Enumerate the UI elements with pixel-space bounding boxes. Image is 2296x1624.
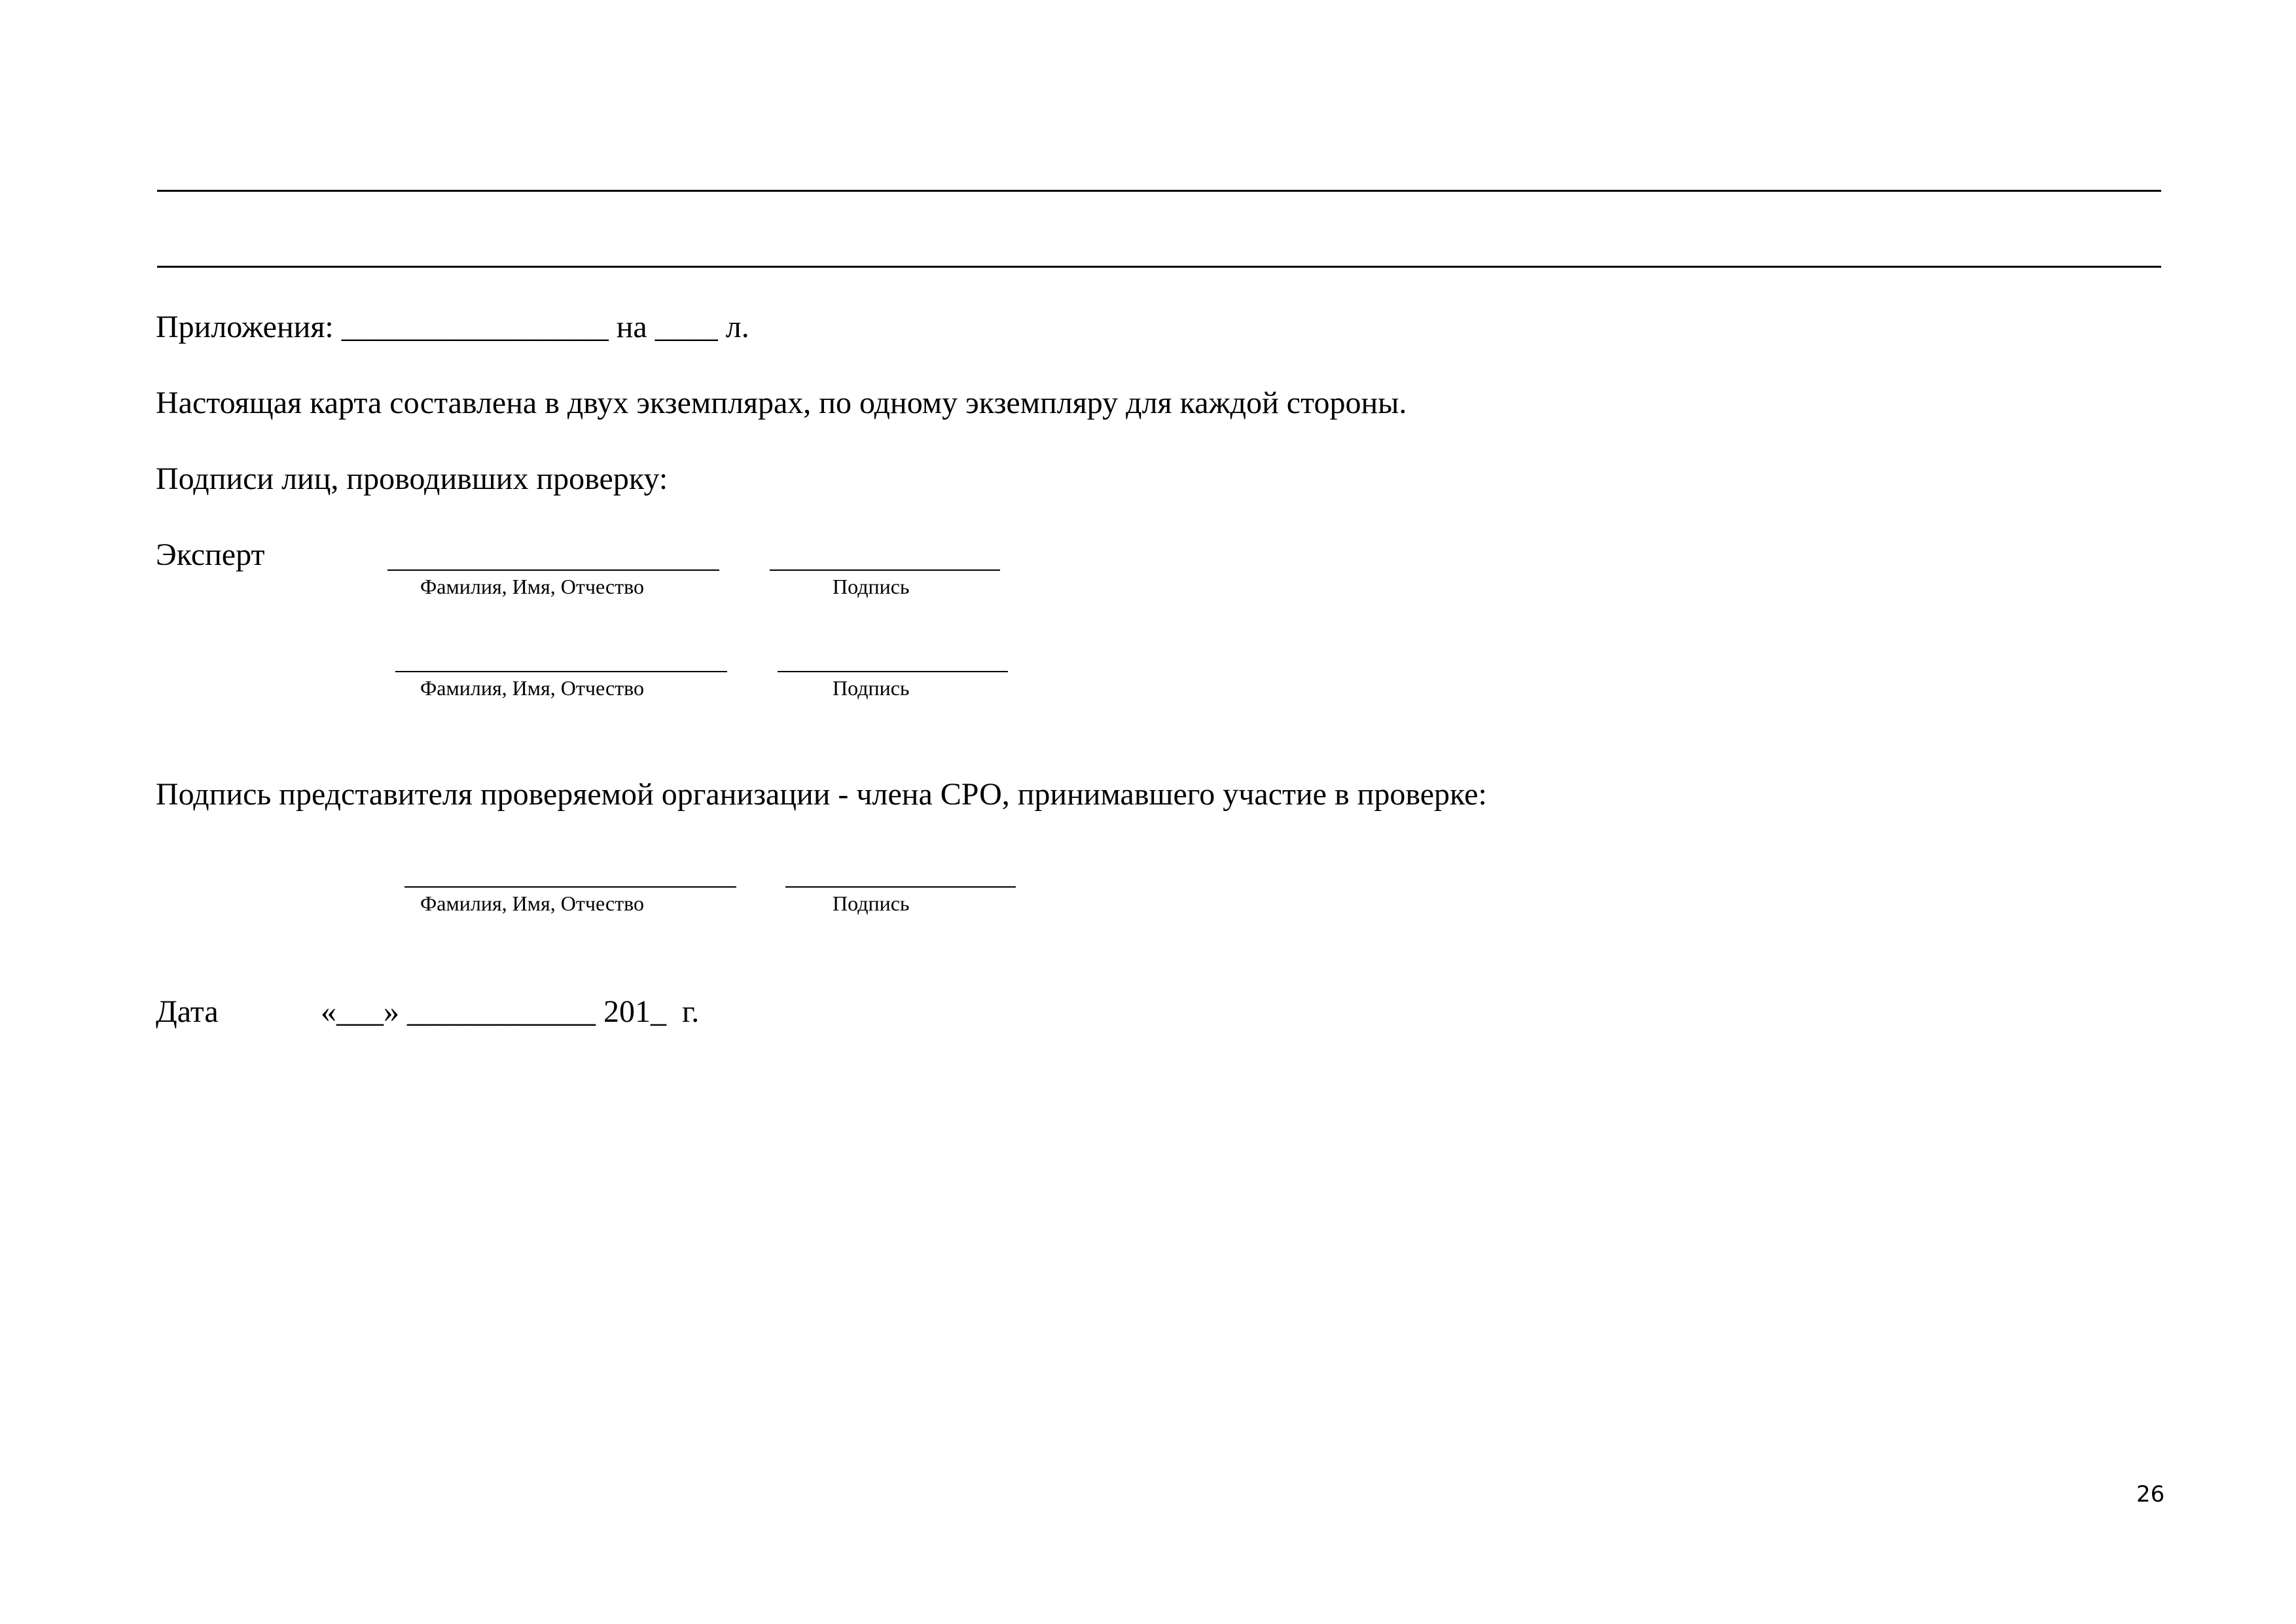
expert2-signature-caption: Подпись bbox=[833, 676, 910, 700]
representative-heading: Подпись представителя проверяемой организации - члена СРО, принимавшего участие в проверке: bbox=[156, 777, 1487, 812]
expert1-signature-line bbox=[770, 569, 1000, 571]
appendix-on: на bbox=[616, 310, 647, 344]
expert1-name-line bbox=[387, 569, 719, 571]
blank-line-2 bbox=[157, 266, 2161, 268]
appendix-unit: л. bbox=[725, 310, 749, 344]
representative-signature-line bbox=[785, 886, 1016, 888]
appendix-label: Приложения: bbox=[156, 310, 334, 344]
appendix-pages-blank: ____ bbox=[655, 310, 718, 344]
page-number: 26 bbox=[2136, 1481, 2165, 1507]
representative-name-line bbox=[404, 886, 736, 888]
expert2-signature-line bbox=[778, 671, 1008, 672]
expert1-name-caption: Фамилия, Имя, Отчество bbox=[420, 575, 645, 598]
representative-name-caption: Фамилия, Имя, Отчество bbox=[420, 892, 645, 915]
date-label: Дата bbox=[156, 994, 219, 1029]
date-value: «___» ____________ 201_ г. bbox=[321, 994, 700, 1029]
copies-statement: Настоящая карта составлена в двух экземплярах, по одному экземпляру для каждой стороны. bbox=[156, 386, 1407, 420]
expert-label: Эксперт bbox=[156, 537, 265, 572]
expert1-signature-caption: Подпись bbox=[833, 575, 910, 598]
appendix-blank: _________________ bbox=[341, 310, 609, 344]
representative-signature-caption: Подпись bbox=[833, 892, 910, 915]
expert2-name-line bbox=[395, 671, 727, 672]
inspectors-heading: Подписи лиц, проводивших проверку: bbox=[156, 461, 668, 496]
appendix-line bbox=[156, 312, 749, 343]
expert2-name-caption: Фамилия, Имя, Отчество bbox=[420, 676, 645, 700]
blank-line-1 bbox=[157, 190, 2161, 192]
